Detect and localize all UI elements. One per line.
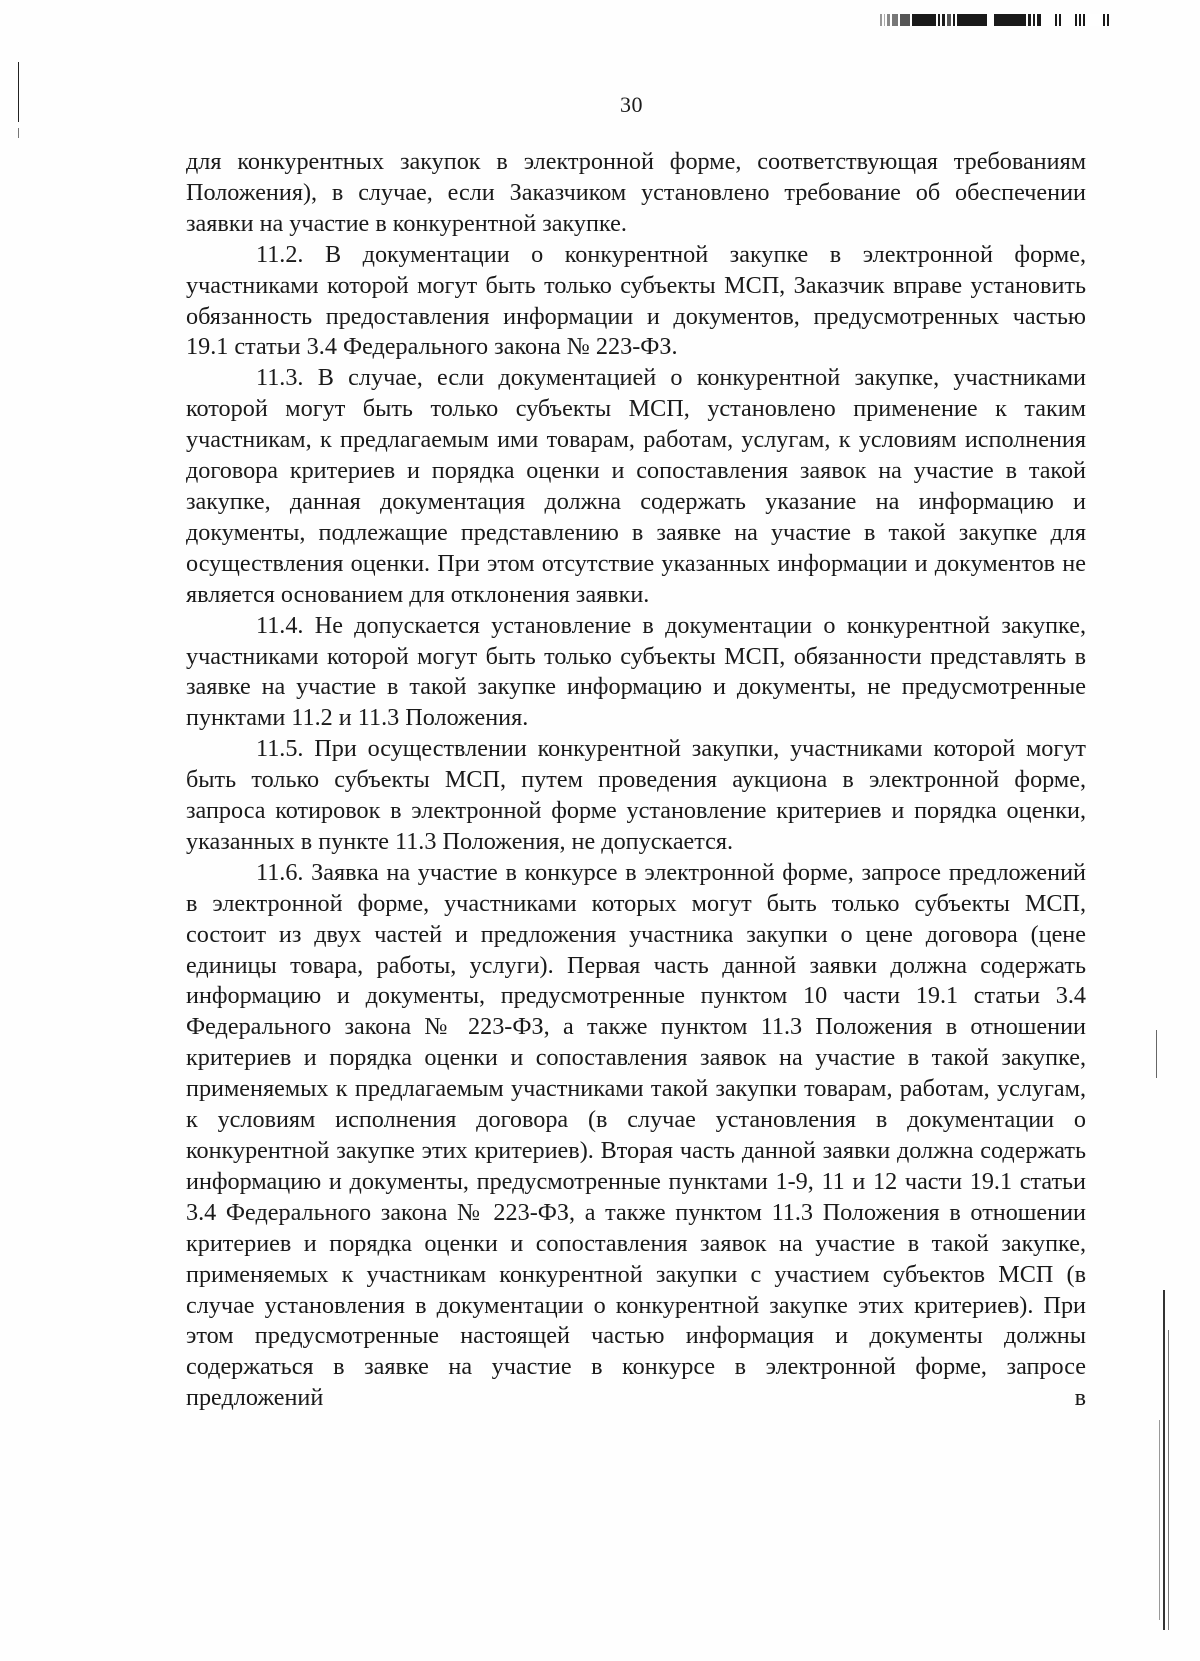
paragraph-11-4: 11.4. Не допускается установление в документации о конкурентной закупке, участниками которой могут быть только субъекты МСП, обязанности представлять в заявке на участие в такой закупке информацию и документы, не предусмотренные пунктами 11.2 и 11.3 Положения. xyxy=(186,611,1086,732)
scan-mark-right-2 xyxy=(1163,1290,1165,1630)
scan-mark-right-1 xyxy=(1156,1030,1157,1078)
document-body xyxy=(186,147,1086,1414)
page-number: 30 xyxy=(620,92,643,117)
scan-mark-right-4 xyxy=(1159,1420,1160,1620)
scan-barcode xyxy=(880,14,1111,26)
paragraph-11-2: 11.2. В документации о конкурентной закупке в электронной форме, участниками которой могут быть только субъекты МСП, Заказчик вправе установить обязанность предоставления информации и документов, предусмотренных частью 19.1 статьи 3.4 Федерального закона № 223-ФЗ. xyxy=(186,240,1086,361)
paragraph-11-6: 11.6. Заявка на участие в конкурсе в электронной форме, запросе предложений в электронной форме, участниками которых могут быть только субъекты МСП, состоит из двух частей и предложения участника закупки о цене договора (цене единицы товара, работы, услуги). Первая часть данной заявки должна содержать информацию и документы, предусмотренные пунктом 10 части 19.1 статьи 3.4 Федерального закона № 223-ФЗ, а также пунктом 11.3 Положения в отношении критериев и порядка оценки и сопоставления заявок на участие в такой закупке, применяемых к предлагаемым участниками такой закупки товарам, работам, услугам, к условиям исполнения договора (в случае установления в документации о конкурентной закупке этих критериев). Вторая часть данной заявки должна содержать информацию и документы, предусмотренные пунктами 1-9, 11 и 12 части 19.1 статьи 3.4 Федерального закона № 223-ФЗ, а также пунктом 11.3 Положения в отношении критериев и порядка оценки и сопоставления заявок на участие в такой закупке, применяемых к участникам конкурентной закупки с участием субъектов МСП (в случае установления в документации о конкурентной закупке этих критериев). При этом предусмотренные настоящей частью информация и документы должны содержаться в заявке на участие в конкурсе в электронной форме, запросе предложений в xyxy=(186,858,1086,1412)
scan-mark-right-3 xyxy=(1168,1330,1169,1630)
scan-mark-left-small xyxy=(18,128,19,138)
paragraph-continuation: для конкурентных закупок в электронной форме, соответствующая требованиям Положения), в случае, если Заказчиком установлено требование об обеспечении заявки на участие в конкурентной закупке. xyxy=(186,148,1086,237)
paragraph-11-3: 11.3. В случае, если документацией о конкурентной закупке, участниками которой могут быть только субъекты МСП, установлено применение к таким участникам, к предлагаемым ими товарам, работам, услугам, к условиям исполнения договора критериев и порядка оценки и сопоставления заявок на участие в такой закупке, данная документация должна содержать указание на информацию и документы, подлежащие представлению в заявке на участие в такой закупке для осуществления оценки. При этом отсутствие указанных информации и документов не является основанием для отклонения заявки. xyxy=(186,364,1086,608)
paragraph-11-5: 11.5. При осуществлении конкурентной закупки, участниками которой могут быть только субъекты МСП, путем проведения аукциона в электронной форме, запроса котировок в электронной форме установление критериев и порядка оценки, указанных в пункте 11.3 Положения, не допускается. xyxy=(186,735,1086,855)
